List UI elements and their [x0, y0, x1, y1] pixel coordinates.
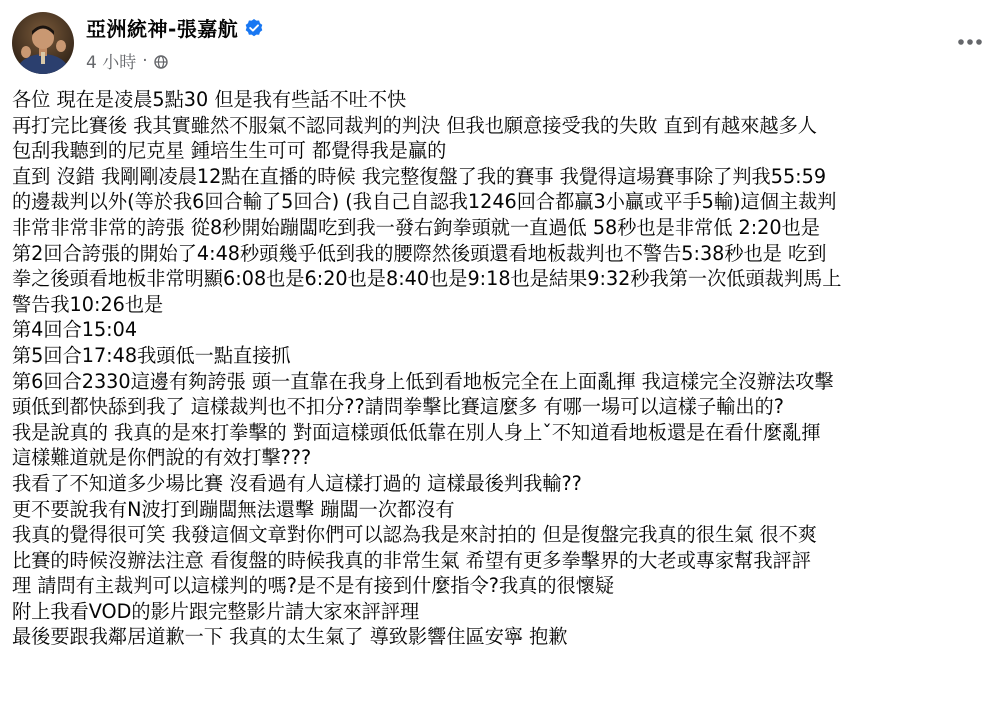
post-text-line: 第6回合2330這邊有夠誇張 頭一直靠在我身上低到看地板完全在上面亂揮 我這樣完全沒辦法攻擊 [12, 369, 834, 393]
author-avatar[interactable] [12, 12, 74, 74]
author-row [86, 13, 264, 42]
globe-icon [154, 54, 168, 68]
post-text-line: 附上我看VOD的影片跟完整影片請大家來評評理 [12, 599, 420, 623]
post-text-line: 我真的覺得很可笑 我發這個文章對你們可以認為我是來討拍的 但是復盤完我真的很生氣 很不爽 [12, 523, 817, 547]
separator-dot: · [142, 50, 148, 71]
post-text-line: 的邊裁判以外(等於我6回合輸了5回合) (我自己自認我1246回合都贏3小贏或平手5輸)這個主裁判 [12, 190, 837, 214]
post-text-line: 這樣難道就是你們說的有效打擊??? [12, 446, 312, 470]
post-text-line: 第5回合17:48我頭低一點直接抓 [12, 343, 291, 367]
post-text-line: 第2回合誇張的開始了4:48秒頭幾乎低到我的腰際然後頭還看地板裁判也不警告5:38秒也是 吃到 [12, 241, 827, 265]
post-text-line: 最後要跟我鄰居道歉一下 我真的太生氣了 導致影響住區安寧 抱歉 [12, 625, 568, 649]
more-options-icon [957, 38, 983, 46]
post-text-line: 包刮我聽到的尼克星 鍾培生生可可 都覺得我是贏的 [12, 139, 447, 163]
post-body [12, 87, 997, 650]
post-text-line: 再打完比賽後 我其實雖然不服氣不認同裁判的判決 但我也願意接受我的失敗 直到有越來越多人 [12, 113, 817, 137]
post-text-line: 更不要說我有N波打到蹦闆無法還擊 蹦闆一次都沒有 [12, 497, 455, 521]
avatar-photo-icon [12, 12, 74, 74]
post-meta [86, 13, 264, 73]
post-text-line: 拳之後頭看地板非常明顯6:08也是6:20也是8:40也是9:18也是結果9:32秒我第一次低頭裁判馬上 [12, 267, 842, 291]
post-text-line: 頭低到都快舔到我了 這樣裁判也不扣分??請問拳擊比賽這麼多 有哪一場可以這樣子輸出的? [12, 395, 784, 419]
post-header [12, 12, 264, 74]
post-text-line: 直到 沒錯 我剛剛凌晨12點在直播的時候 我完整復盤了我的賽事 我覺得這場賽事除了判我55:59 [12, 164, 827, 188]
verified-badge-icon [244, 18, 264, 38]
post-text-line: 比賽的時候沒辦法注意 看復盤的時候我真的非常生氣 希望有更多拳擊界的大老或專家幫我評評 [12, 548, 811, 572]
post-subinfo [86, 48, 264, 73]
post-text-line: 第4回合15:04 [12, 318, 138, 342]
post-timestamp[interactable]: 4 小時 [86, 53, 137, 73]
post-text-line: 我是說真的 我真的是來打拳擊的 對面這樣頭低低靠在別人身上ˇ不知道看地板還是在看什麼亂揮 [12, 420, 821, 444]
more-options-button[interactable] [950, 22, 990, 62]
author-name[interactable]: 亞洲統神-張嘉航 [86, 17, 239, 41]
post-text-line: 各位 現在是凌晨5點30 但是我有些話不吐不快 [12, 88, 407, 111]
post-text-line: 理 請問有主裁判可以這樣判的嗎?是不是有接到什麼指令?我真的很懷疑 [12, 574, 615, 598]
post-text-line: 非常非常非常的誇張 從8秒開始蹦闆吃到我一發右鉤拳頭就一直過低 58秒也是非常低 2:20也是 [12, 215, 820, 239]
post-text-line: 我看了不知道多少場比賽 沒看過有人這樣打過的 這樣最後判我輸?? [12, 471, 582, 495]
post-text-line: 警告我10:26也是 [12, 292, 164, 316]
